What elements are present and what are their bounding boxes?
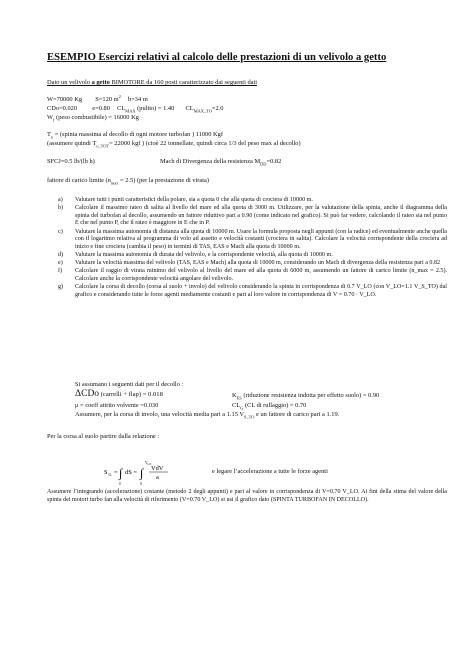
list-item: c) Valutare la massima autonomia di distanza alla quota di 10000 m. Usare la formula proposta negli appunti (con la radice) ed eventualmente anche quella con il logaritmo relativa al programma di volo ad assetto e velocità costanti (crociera in salita). Calcolare la velocità corrispondente della crociera ad inizio e fine crociera (cambia il peso) in termini di TAS, EAS e Mach alla quota di 10000 m. [58,228,447,250]
cl-ground-line: $CL_G$ (CL di rullaggio) = 0.70 [232,402,307,411]
svg-text:0: 0 [119,482,121,486]
thrust-line: $T_o$ = (spinta massima al decollo di ogni motore turbofan ) 11000 Kgf [47,131,223,140]
svg-text:V: V [145,461,148,465]
wing-area-value: S=120 $m^2$ [95,93,121,103]
closing-paragraph: Assumere l’integrando (accelerazione) costante (metodo 2 degli appunti) e pari al valore in corrispondenza di V=0.70 V_LO. Ai fini della stima del valore della spinta dei motori turbo fan alla velocità di riferimento (V=0.70 V_LO) si usi il grafico dato (SPINTA TURBOFAN IN DECOLLO). [47,489,447,503]
clmax-clean-value: $CL_{MAX}$ (pulito) = 1.40 [117,105,175,114]
weight-value: W=70000 Kg [47,96,83,103]
list-item: f) Calcolare il raggio di virata minimo del velivolo al livello del mare ed alla quota di 6000 m, assumendo un fattore di carico limite (n_max = 2.5). Calcolare anche la corrispondente velocità angolare del velivolo. [58,268,447,282]
formula-lhs: S [104,469,108,476]
svg-text:=: = [114,469,118,476]
rolling-friction-line: μ = coeff attrito volvente =0.030 [75,402,159,409]
data-row-1 [47,93,148,104]
list-item: d) Valutare la massima autonomia di durata del velivolo, e la corrispondente velocità, alla quota di 10000 m. [58,251,333,258]
cdo-value: CDo=0.020 [47,105,78,112]
load-factor-line: fattore di carico limite $(n_{max} = 2.5)$ (per la prestazione di virata) [47,177,210,186]
integral-icon: ∫ [140,466,144,480]
assume-intro: Si assumano i seguenti dati per il decollo : [75,381,184,388]
ground-run-intro: Per la corsa al suolo partire dalla relazione : [47,433,160,440]
sfc-value: SFCJ=0.5 lb/(lb h) [47,158,95,165]
formula-lhs-sub: G [108,472,112,477]
kes-line: $K_{ES}$ (riduzione resistenza indotta per effetto suolo) = 0.90 [232,392,380,401]
page-title: ESEMPIO Esercizi relativi al calcolo delle prestazioni di un velivolo a getto [47,52,387,63]
integral-icon: ∫ [119,466,123,480]
span-value: b=34 m [128,96,148,103]
oswald-value: e=0.80 [92,105,110,112]
svg-text:LO: LO [147,463,152,466]
intro-bold: a getto [91,79,110,86]
data-row-2 [47,105,224,113]
list-item: g) Calcolare la corsa di decollo (corsa al suolo + involo) del velivolo considerando la spinta in corrispondenza di 0.7 V_LO (con V_LO=1.1 V_S_TO) dal grafico e considerando tutte le forze agenti mediamente costanti e pari al loro valore in corrispondenza di V = 0.70 · V_LO. [58,284,447,298]
formula-denominator: a [156,474,159,481]
thrust-total-line: (assumere quindi $T_{o\_TOT}= 22000$ kgf ) (cioè 22 tonnellate, quindi circa 1/3 del peso max al decollo) [47,140,301,149]
delta-cdo-line: ΔCDo (carrelli + flap) = 0.018 [75,389,163,399]
mach-divergence-value: Mach di Divergenza della resistenza $M_{DD}=0.82$ [160,158,282,167]
ground-run-note: e legare l’accelerazione a tutte le forze agenti [212,468,328,475]
involo-line: Assumere, per la corsa di involo, una velocità media pari a 1.15 $V_{S\_TO}$ e un fattore di carico pari a 1.19. [75,411,340,420]
svg-text:dS =: dS = [125,469,137,476]
svg-text:0: 0 [140,482,142,486]
list-item: a) Valutare tutti i punti caratteristici della polare, sia a quota 0 che alla quota di crociera di 10000 m. [58,197,313,203]
intro-line [47,79,257,87]
exercise-list [47,197,447,300]
clmax-to-value: $CL_{MAX\_TO}=2.0$ [185,105,224,114]
formula-numerator: VdV [151,465,164,472]
ground-run-formula [104,458,190,486]
intro-suffix: BIMOTORE da 160 posti caratterizzato dai seguenti dati [109,79,258,86]
list-item: b) Calcolare il massimo rateo di salita al livello del mare ed alla quota di 3000 m. Utilizzare, per la valutazione della spinta, anche il diagramma della spinta del turbofan al decollo, assumendo un fattore riduttivo pari a 0.90 (come indicato nel grafico). Si può far vedere, calcolando il rateo sia nel punto E che nel punto P, che il rateo è maggiore in E che in P. [58,205,447,227]
fuel-weight-line: $W_f$ (peso combustibile) = 16000 Kg [47,114,139,123]
intro-prefix: Dato un velivolo [47,79,92,86]
list-item: e) Valutare la velocità massima del velivolo (TAS, EAS e Mach) alla quota di 10000 m, considerando un Mach di divergenza della resistenza pari a 0.82 [58,260,441,267]
